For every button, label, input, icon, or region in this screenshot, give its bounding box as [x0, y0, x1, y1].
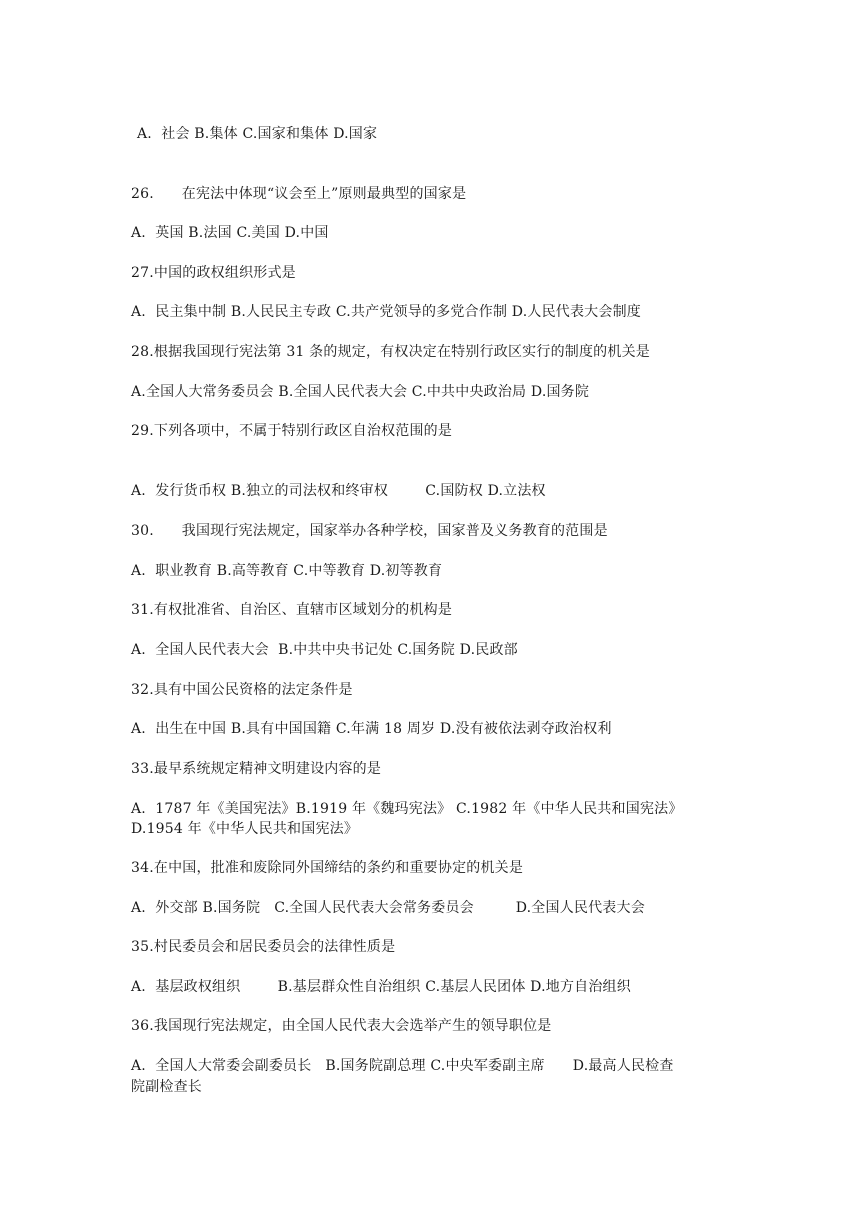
q33-question: 33.最早系统规定精神文明建设内容的是 — [131, 761, 382, 777]
q27-options: A. 民主集中制 B.人民民主专政 C.共产党领导的多党合作制 D.人民代表大会制度 — [131, 304, 641, 320]
q34-options: A. 外交部 B.国务院 C.全国人民代表大会常务委员会 D.全国人民代表大会 — [131, 900, 645, 916]
q33-options-line1: A. 1787 年《美国宪法》B.1919 年《魏玛宪法》 C.1982 年《中华人民共和国宪法》 — [131, 801, 683, 817]
q35-question: 35.村民委员会和居民委员会的法律性质是 — [131, 939, 396, 955]
q28-options: A.全国人大常务委员会 B.全国人民代表大会 C.中共中央政治局 D.国务院 — [131, 384, 590, 400]
q29-options: A. 发行货币权 B.独立的司法权和终审权 C.国防权 D.立法权 — [131, 483, 546, 499]
q27-question: 27.中国的政权组织形式是 — [131, 265, 296, 281]
q25-options: A. 社会 B.集体 C.国家和集体 D.国家 — [137, 126, 378, 142]
q35-options: A. 基层政权组织 B.基层群众性自治组织 C.基层人民团体 D.地方自治组织 — [131, 979, 631, 995]
q32-options: A. 出生在中国 B.具有中国国籍 C.年满 18 周岁 D.没有被依法剥夺政治权利 — [131, 721, 612, 737]
q28-question: 28.根据我国现行宪法第 31 条的规定，有权决定在特别行政区实行的制度的机关是 — [131, 344, 650, 360]
q26-options: A. 英国 B.法国 C.美国 D.中国 — [131, 225, 329, 241]
q26-question: 26. 在宪法中体现“议会至上”原则最典型的国家是 — [131, 186, 467, 202]
q36-question: 36.我国现行宪法规定，由全国人民代表大会选举产生的领导职位是 — [131, 1018, 552, 1034]
q36-options-line1: A. 全国人大常委会副委员长 B.国务院副总理 C.中央军委副主席 D.最高人民检查 — [131, 1058, 674, 1074]
q31-question: 31.有权批准省、自治区、直辖市区域划分的机构是 — [131, 602, 453, 618]
q30-options: A. 职业教育 B.高等教育 C.中等教育 D.初等教育 — [131, 563, 443, 579]
q33-options-line2: D.1954 年《中华人民共和国宪法》 — [131, 821, 359, 837]
q29-question: 29.下列各项中，不属于特别行政区自治权范围的是 — [131, 423, 453, 439]
q36-options-line2: 院副检查长 — [131, 1079, 202, 1095]
q34-question: 34.在中国，批准和废除同外国缔结的条约和重要协定的机关是 — [131, 860, 524, 876]
q30-question: 30. 我国现行宪法规定，国家举办各种学校，国家普及义务教育的范围是 — [131, 523, 608, 539]
q31-options: A. 全国人民代表大会 B.中共中央书记处 C.国务院 D.民政部 — [131, 642, 518, 658]
q32-question: 32.具有中国公民资格的法定条件是 — [131, 682, 353, 698]
